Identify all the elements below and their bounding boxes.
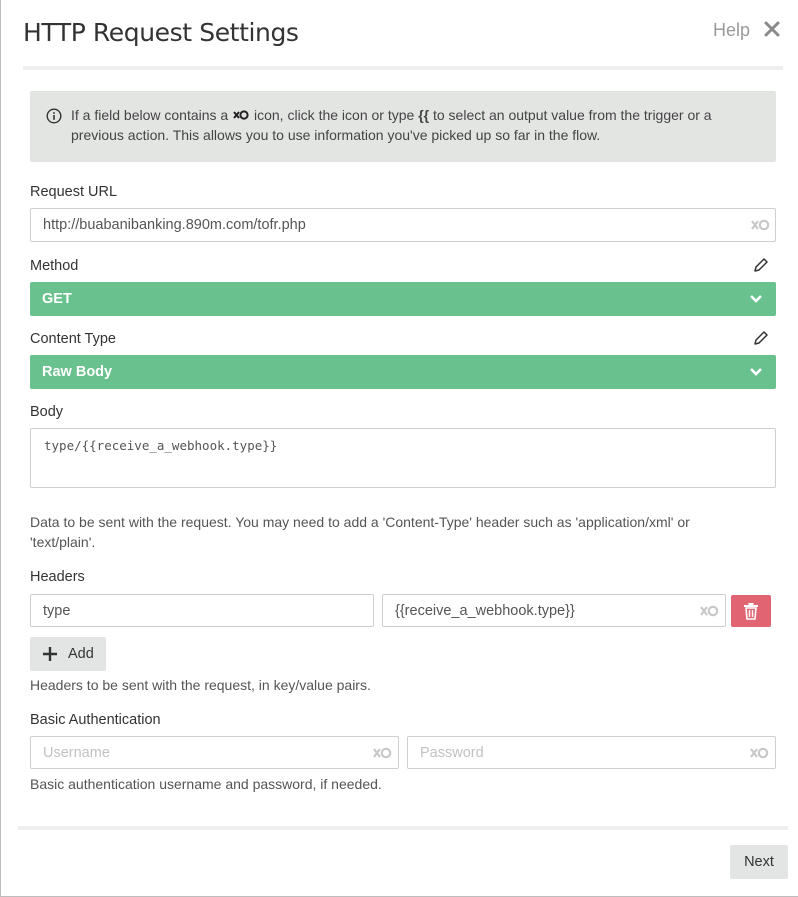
info-box	[30, 91, 776, 162]
method-select[interactable]: GET	[30, 282, 776, 316]
plus-icon	[42, 646, 58, 662]
trash-icon	[743, 602, 759, 620]
footer-divider	[18, 826, 788, 830]
basic-auth-label: Basic Authentication	[30, 712, 161, 728]
add-header-button[interactable]: Add	[30, 637, 106, 671]
close-icon[interactable]	[763, 18, 781, 40]
headers-help-text: Headers to be sent with the request, in key/value pairs.	[30, 677, 371, 693]
request-url-input[interactable]: http://buabanibanking.890m.com/tofr.php	[30, 208, 776, 242]
headers-label: Headers	[30, 569, 85, 585]
username-input[interactable]: Username	[30, 736, 399, 769]
link-icon[interactable]	[749, 746, 769, 760]
link-icon	[232, 109, 250, 121]
header-key-input[interactable]: type	[30, 594, 374, 627]
body-help-text: Data to be sent with the request. You may need to add a 'Content-Type' header such as 'application/xml' or 'text/plain'.	[30, 514, 690, 550]
pencil-icon[interactable]	[753, 330, 769, 346]
header-value-input[interactable]: {{receive_a_webhook.type}}	[382, 594, 726, 627]
next-button[interactable]: Next	[730, 845, 788, 879]
info-text: If a field below contains a icon, click the icon or type {{ to select an output value from the trigger or a previous action. This allows you to use information you've picked up so far in the flow.	[71, 107, 712, 143]
request-url-label: Request URL	[30, 184, 118, 200]
info-icon	[46, 108, 62, 124]
password-input[interactable]: Password	[407, 736, 776, 769]
basic-auth-help-text: Basic authentication username and password, if needed.	[30, 776, 382, 792]
body-textarea[interactable]: type/{{receive_a_webhook.type}}	[30, 428, 776, 488]
chevron-down-icon	[749, 294, 763, 304]
dialog-title: HTTP Request Settings	[23, 18, 299, 47]
chevron-down-icon	[749, 367, 763, 377]
title-divider	[23, 66, 783, 70]
method-label: Method	[30, 258, 79, 274]
pencil-icon[interactable]	[753, 257, 769, 273]
delete-header-button[interactable]	[731, 595, 771, 627]
link-icon[interactable]	[372, 746, 392, 760]
help-link[interactable]: Help	[713, 20, 751, 40]
link-icon[interactable]	[750, 218, 770, 232]
link-icon[interactable]	[699, 604, 719, 618]
body-label: Body	[30, 404, 64, 420]
content-type-select[interactable]: Raw Body	[30, 355, 776, 389]
content-type-label: Content Type	[30, 331, 116, 347]
